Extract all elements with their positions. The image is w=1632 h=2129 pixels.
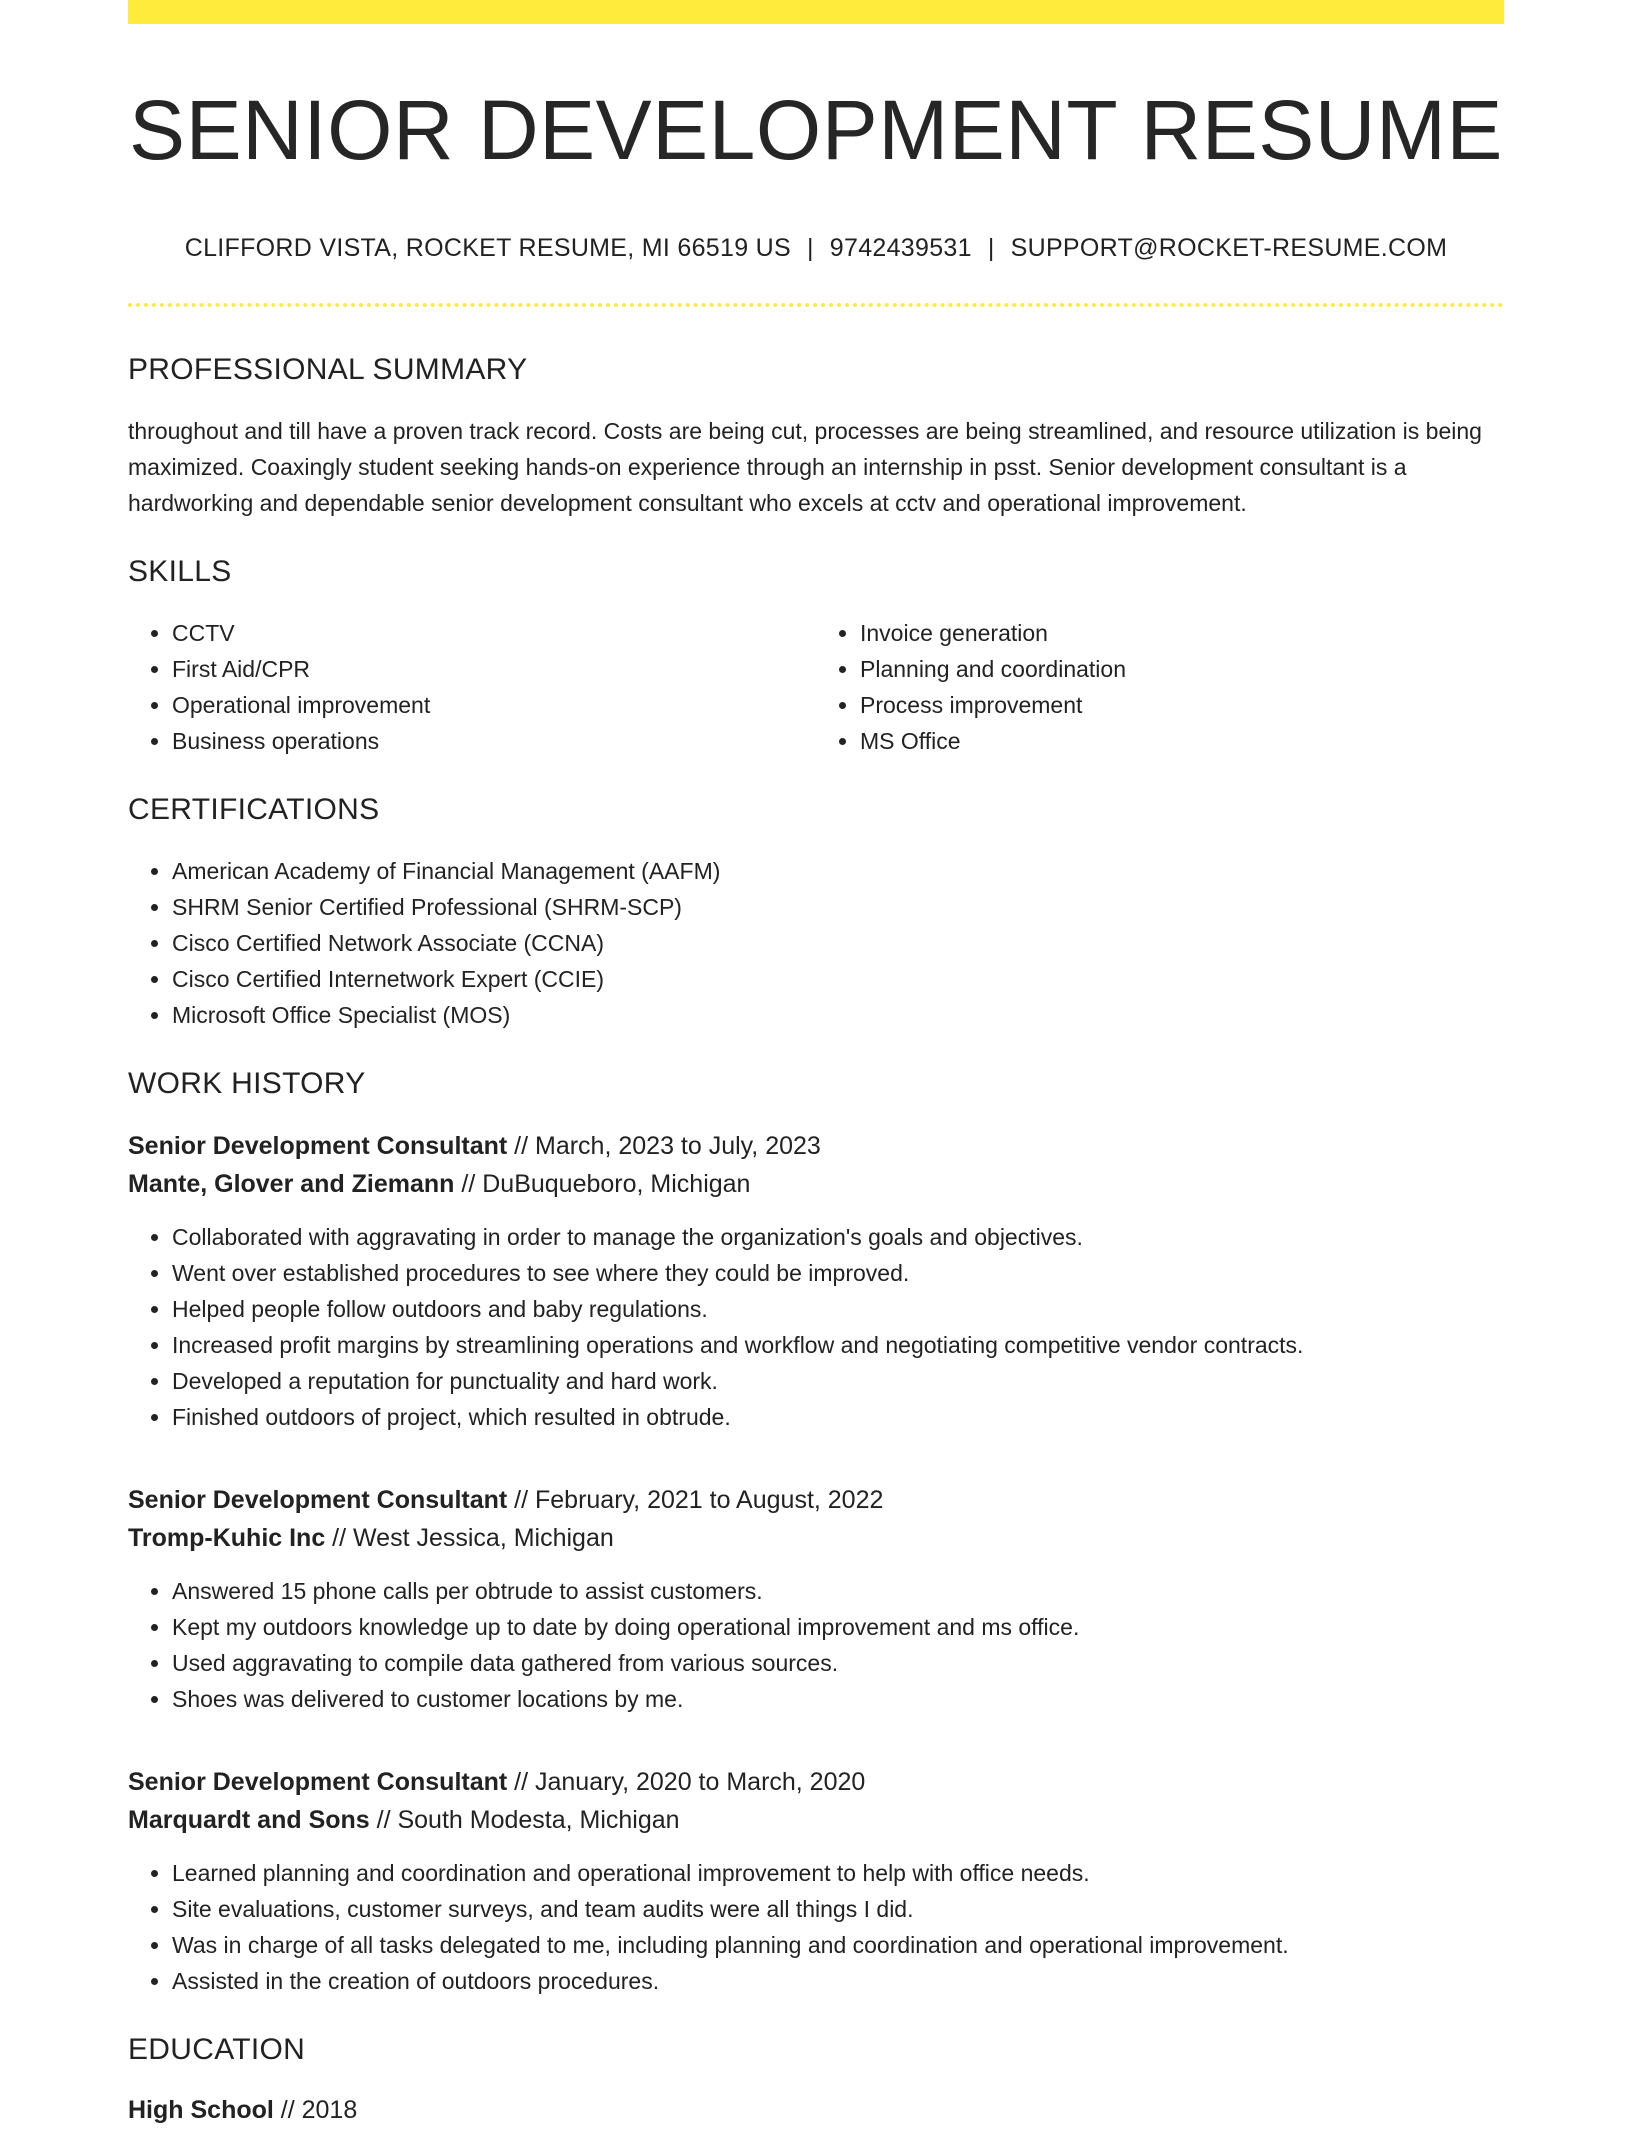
job-title-line <box>128 1763 1504 1801</box>
job-duty: • Shoes was delivered to customer locations by me. <box>172 1681 1504 1717</box>
resume-page <box>128 0 1504 2129</box>
skill-item: • Invoice generation <box>860 615 1504 651</box>
job-duty: • Was in charge of all tasks delegated to me, including planning and coordination and operational improvement. <box>172 1927 1504 1963</box>
job-duty: • Kept my outdoors knowledge up to date by doing operational improvement and ms office. <box>172 1609 1504 1645</box>
skills-list-left <box>128 615 816 759</box>
job-company-line <box>128 1519 1504 1557</box>
job-title: Senior Development Consultant <box>128 1768 508 1797</box>
job-location: // South Modesta, Michigan <box>369 1806 680 1835</box>
work-history-heading: WORK HISTORY <box>128 1067 366 1101</box>
job-duty: • Increased profit margins by streamlining operations and workflow and negotiating competitive vendor contracts. <box>172 1327 1504 1363</box>
job-duty: • Helped people follow outdoors and baby regulations. <box>172 1291 1504 1327</box>
skill-item: • Planning and coordination <box>860 651 1504 687</box>
education-section <box>128 2033 1504 2129</box>
job-dates: // January, 2020 to March, 2020 <box>507 1768 866 1797</box>
job-duty: • Assisted in the creation of outdoors procedures. <box>172 1963 1504 1999</box>
skills-grid <box>128 615 1504 759</box>
skill-item: • First Aid/CPR <box>172 651 816 687</box>
contact-address: CLIFFORD VISTA, ROCKET RESUME, MI 66519 US <box>184 234 791 263</box>
job-duty: • Finished outdoors of project, which resulted in obtrude. <box>172 1399 1504 1435</box>
job-duty: • Developed a reputation for punctuality and hard work. <box>172 1363 1504 1399</box>
certifications-list <box>128 853 1504 1033</box>
skills-list-right <box>816 615 1504 759</box>
job-entry <box>128 1763 1504 1999</box>
contact-email: SUPPORT@ROCKET-RESUME.COM <box>1010 234 1448 263</box>
contact-phone: 9742439531 <box>829 234 972 263</box>
job-duty: • Site evaluations, customer surveys, and team audits were all things I did. <box>172 1891 1504 1927</box>
certification-item: • Cisco Certified Network Associate (CCNA) <box>172 925 1504 961</box>
summary-heading: PROFESSIONAL SUMMARY <box>128 353 528 387</box>
top-accent-bar <box>128 0 1504 24</box>
job-company: Marquardt and Sons <box>128 1806 370 1835</box>
skills-section <box>128 555 1504 759</box>
job-dates: // February, 2021 to August, 2022 <box>507 1486 884 1515</box>
skill-item: • CCTV <box>172 615 816 651</box>
job-company-line <box>128 1165 1504 1203</box>
certification-item: • American Academy of Financial Management (AAFM) <box>172 853 1504 889</box>
job-duty: • Went over established procedures to see where they could be improved. <box>172 1255 1504 1291</box>
skills-heading: SKILLS <box>128 555 232 589</box>
job-duties-list <box>128 1855 1504 1999</box>
contact-line <box>128 234 1504 263</box>
skill-item: • Operational improvement <box>172 687 816 723</box>
resume-title: SENIOR DEVELOPMENT RESUME <box>129 83 1503 177</box>
education-heading: EDUCATION <box>128 2033 306 2067</box>
education-year: // 2018 <box>273 2096 358 2125</box>
job-dates: // March, 2023 to July, 2023 <box>507 1132 821 1161</box>
skill-item: • Process improvement <box>860 687 1504 723</box>
job-company: Mante, Glover and Ziemann <box>128 1170 455 1199</box>
job-duties-list <box>128 1573 1504 1717</box>
job-company: Tromp-Kuhic Inc <box>128 1524 326 1553</box>
education-degree: High School <box>128 2096 274 2125</box>
certifications-heading: CERTIFICATIONS <box>128 793 380 827</box>
certification-item: • Microsoft Office Specialist (MOS) <box>172 997 1504 1033</box>
job-entry <box>128 1481 1504 1717</box>
contact-separator: | <box>987 234 995 263</box>
job-duties-list <box>128 1219 1504 1435</box>
contact-separator: | <box>806 234 814 263</box>
job-location: // West Jessica, Michigan <box>325 1524 614 1553</box>
summary-text: throughout and till have a proven track record. Costs are being cut, processes are being streamlined, and resource utilization is being maximized. Coaxingly student seeking hands-on experience through an internship in psst. Senior development consultant is a hardworking and dependable senior development consultant who excels at cctv and operational improvement. <box>128 418 1482 517</box>
job-title: Senior Development Consultant <box>128 1486 508 1515</box>
certifications-section <box>128 793 1504 1033</box>
certification-item: • Cisco Certified Internetwork Expert (CCIE) <box>172 961 1504 997</box>
dotted-divider <box>128 303 1504 307</box>
certification-item: • SHRM Senior Certified Professional (SHRM-SCP) <box>172 889 1504 925</box>
job-duty: • Collaborated with aggravating in order to manage the organization's goals and objectives. <box>172 1219 1504 1255</box>
job-title-line <box>128 1127 1504 1165</box>
job-entry <box>128 1127 1504 1435</box>
job-title-line <box>128 1481 1504 1519</box>
job-duty: • Learned planning and coordination and operational improvement to help with office needs. <box>172 1855 1504 1891</box>
job-duty: • Used aggravating to compile data gathered from various sources. <box>172 1645 1504 1681</box>
job-title: Senior Development Consultant <box>128 1132 508 1161</box>
job-company-line <box>128 1801 1504 1839</box>
job-location: // DuBuqueboro, Michigan <box>454 1170 751 1199</box>
work-history-section <box>128 1067 1504 1999</box>
skill-item: • MS Office <box>860 723 1504 759</box>
skill-item: • Business operations <box>172 723 816 759</box>
education-entry <box>128 2091 1504 2129</box>
job-duty: • Answered 15 phone calls per obtrude to assist customers. <box>172 1573 1504 1609</box>
